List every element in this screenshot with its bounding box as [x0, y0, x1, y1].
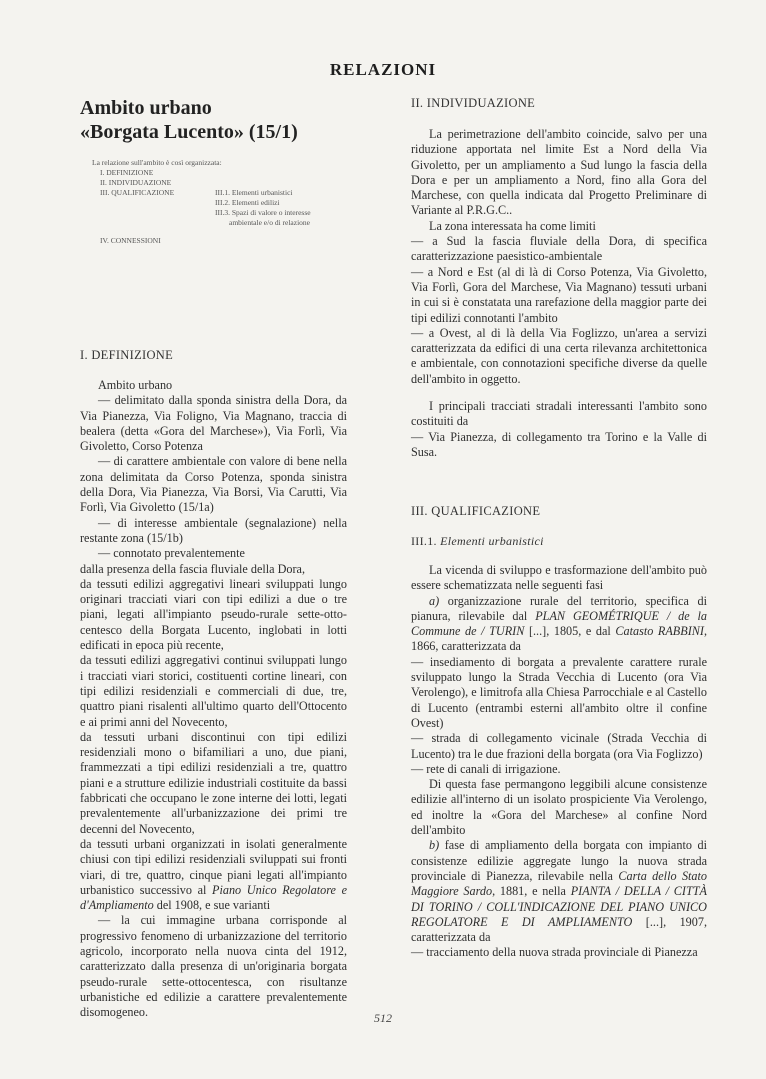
section-heading-definizione: I. DEFINIZIONE — [80, 348, 174, 362]
paragraph: da tessuti edilizi aggregativi lineari sviluppati lungo originari tracciati viari con tipi edilizi a due o tre piani, legati all'impianto pseudo-rurale sette-otto-centesco della Borgata Lucento, inglobati in lotti edificati in epoca più recente, — [80, 576, 347, 653]
toc-intro: La relazione sull'ambito è così organizzata: — [92, 158, 222, 167]
paragraph: I principali tracciati stradali interessanti l'ambito sono costituiti da — [411, 399, 707, 429]
toc-subitem: III.2. Elementi edilizi — [215, 198, 280, 207]
toc-item — [92, 188, 293, 198]
paragraph: — connotato prevalentemente — [98, 546, 245, 561]
section-heading-qualificazione: III. QUALIFICAZIONE — [411, 504, 541, 518]
text-run: [...], 1907, caratterizzata da — [411, 914, 707, 945]
toc-row — [92, 218, 311, 228]
paragraph: — strada di collegamento vicinale (Strada Vecchia di Lucento) tra le due frazioni della borgata (ora Via Foglizzo) — [411, 731, 707, 761]
italic-run: PIANTA / DELLA / CITTÀ DI TORINO / COLL'INDICAZIONE DEL PIANO UNICO REGOLATORE E DI AMPLIAMENTO — [411, 884, 707, 929]
paragraph: — di carattere ambientale con valore di bene nella zona delimitata da Corso Potenza, sponda sinistra della Dora, Via Pianezza, Via Borsi, Via Carutti, Via Forlì, Via Givoletto (15/1a) — [80, 454, 347, 515]
paragraph: — rete di canali di irrigazione. — [411, 761, 561, 776]
subsection-number: III.1. — [411, 534, 441, 548]
list-marker: a) — [429, 593, 440, 608]
toc-item: IV. CONNESSIONI — [100, 236, 161, 245]
section-heading-individuazione: II. INDIVIDUAZIONE — [411, 96, 536, 110]
paragraph: da tessuti urbani discontinui con tipi edilizi residenziali mono o bifamiliari a uno, due piani, frammezzati a tipi edilizi residenziali a tre, quattro piani e a strutture edilizie industriali costituite da bassi fabbricati che occupano le zone interne dei lotti, legati prevalentemente all'urbanizzazione dei primi tre decenni del Novecento, — [80, 729, 347, 836]
text-run: del 1908, e sue varianti — [153, 898, 271, 913]
toc-row — [92, 198, 280, 208]
paragraph — [411, 838, 707, 945]
paragraph: La vicenda di sviluppo e trasformazione dell'ambito può essere schematizzata nelle seguenti fasi — [411, 563, 707, 593]
text-run: fase di ampliamento della borgata con impianto di consistenze edilizie aggregate lungo la nuova strada provinciale di Pianezza, rilevabile nella — [411, 838, 707, 883]
paragraph: dalla presenza della fascia fluviale della Dora, — [80, 561, 306, 576]
toc-subitem-cont: ambientale e/o di relazione — [229, 218, 311, 227]
text-run: , 1881, e nella — [492, 884, 571, 899]
table-of-contents — [92, 158, 311, 246]
left-column — [80, 378, 347, 1020]
text-run: da tessuti urbani organizzati in isolati generalmente chiusi con tipi edilizi residenziali sviluppati sui fronti viari, di tre, quattro, cinque piani legati all'impianto urbanistico successivo al — [80, 836, 347, 897]
italic-run: Carta dello Stato Maggiore Sardo — [411, 868, 708, 899]
toc-row — [92, 208, 311, 218]
paragraph: — insediamento di borgata a prevalente carattere rurale sviluppato lungo la Strada Vecchia di Lucento (ora Via Verolengo), e limitrofa alla Chiesa Parrocchiale e al Castello di Lucento (entrambi esterni all'ambito oltre il confine Ovest) — [411, 654, 707, 730]
paragraph: — la cui immagine urbana corrisponde al progressivo fenomeno di urbanizzazione del territorio agricolo, incorporato nella nuova cinta del 1912, caratterizzato dalla presenza di un'originaria borgata pseudo-rurale sette-ottocentesca, con risultanze urbanistiche ed edilizie a carattere prevalentemente disomogeneo. — [80, 913, 347, 1020]
spacer — [411, 387, 707, 399]
toc-spacer — [92, 228, 222, 236]
italic-run: Piano Unico Regolatore e d'Ampliamento — [80, 882, 347, 913]
paragraph — [80, 837, 347, 913]
toc-subitem: III.3. Spazi di valore o interesse — [215, 208, 311, 217]
paragraph: — a Ovest, al di là della Via Foglizzo, un'area a servizi caratterizzata da edifici di una certa rilevanza architettonica e ambientale, con connotazioni specifiche diverse da quelle dell'ambito in oggetto. — [411, 325, 707, 386]
text-run: , 1866, caratterizzata da — [411, 624, 707, 654]
paragraph — [411, 594, 707, 655]
toc-item-label: III. QUALIFICAZIONE — [100, 188, 175, 197]
text-run: organizzazione rurale del territorio, specifica di pianura, rilevabile dal — [411, 593, 707, 623]
paragraph: — a Nord e Est (al di là di Corso Potenza, Via Givoletto, Via Forlì, Gora del Marchese, Via Magnano) tessuti urbani in cui si è constatata una rarefazione della maggior parte dei tipi edilizi connotanti l'ambito — [411, 264, 707, 325]
text-run: [...], 1805, e dal — [524, 624, 616, 639]
toc-subitem: III.1. Elementi urbanistici — [215, 188, 293, 197]
paragraph: — a Sud la fascia fluviale della Dora, di specifica caratterizzazione paesistico-ambientale — [411, 234, 707, 264]
document-subtitle: «Borgata Lucento» (15/1) — [80, 121, 298, 143]
paragraph: da tessuti edilizi aggregativi continui sviluppati lungo i tracciati viari storici, costituenti cortine lineari, con tipi edilizi residenziali e commerciali di due, tre, quattro piani risalenti all'ultimo quarto dell'Ottocento e ai primi anni del Novecento, — [80, 653, 347, 729]
paragraph: — delimitato dalla sponda sinistra della Dora, da Via Pianezza, Via Foligno, Via Magnano, traccia di bealera (detta «Gora del Marchese»), Via Forlì, Via Givoletto, Corso Potenza — [80, 393, 347, 454]
paragraph: — di interesse ambientale (segnalazione) nella restante zona (15/1b) — [80, 515, 347, 545]
paragraph: Di questa fase permangono leggibili alcune consistenze edilizie all'interno di un isolato prospiciente Via Verolengo, ed inoltre la «Gora del Marchese» al confine Nord dell'ambito — [411, 777, 707, 838]
paragraph: La perimetrazione dell'ambito coincide, salvo per una riduzione apportata nel limite Est a Nord della Via Givoletto, per un ampliamento a Sud lungo la fascia della Dora e per un ampliamento a Nord, fino alla Gora del Marchese, con quella indicata dal Progetto Preliminare di Variante al P.R.G.C.. — [411, 127, 707, 218]
italic-run: PLAN GEOMÉTRIQUE / de la Commune de / TURIN — [411, 608, 708, 639]
page-number: 512 — [374, 1011, 392, 1025]
right-column-bottom — [411, 563, 707, 961]
page-header: RELAZIONI — [329, 60, 437, 79]
toc-item: I. DEFINIZIONE — [100, 168, 154, 177]
paragraph: La zona interessata ha come limiti — [429, 218, 596, 233]
paragraph: — Via Pianezza, di collegamento tra Torino e la Valle di Susa. — [411, 429, 707, 459]
paragraph: — tracciamento della nuova strada provinciale di Pianezza — [411, 945, 698, 960]
italic-run: Catasto RABBINI — [615, 624, 704, 639]
right-column-top — [411, 127, 707, 460]
document-title: Ambito urbano — [80, 97, 212, 119]
subsection-title: Elementi urbanistici — [440, 534, 544, 548]
paragraph: Ambito urbano — [98, 378, 173, 392]
list-marker: b) — [429, 838, 440, 853]
subsection-heading — [411, 534, 544, 549]
toc-item: II. INDIVIDUAZIONE — [100, 178, 172, 187]
